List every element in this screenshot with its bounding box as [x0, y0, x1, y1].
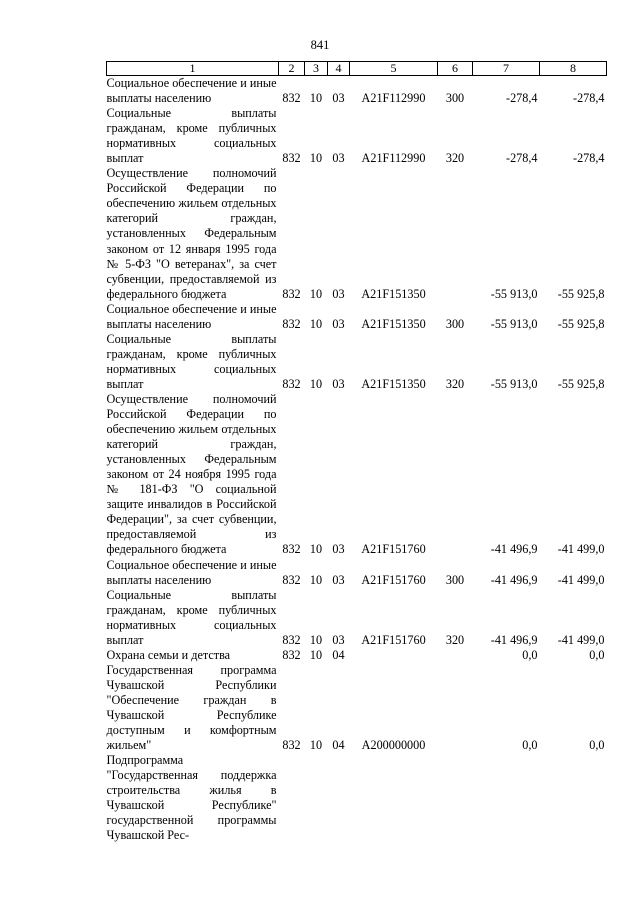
column-header: 2 — [279, 62, 305, 76]
row-description: Охрана семьи и детства — [106, 647, 231, 662]
column-header: 1 — [107, 62, 279, 76]
row-description: Социальные выплаты гражданам, кроме публичных нормативных социальных выплат — [106, 587, 277, 647]
section-code: 10 — [309, 647, 323, 662]
subsection-code: 03 — [332, 572, 345, 587]
table-row — [107, 302, 607, 332]
subsection-code: 03 — [332, 632, 345, 647]
expense-type-code — [438, 648, 473, 663]
target-article-code: A21F151760 — [361, 632, 426, 647]
subsection-code: 03 — [332, 286, 345, 301]
section-code: 10 — [309, 632, 323, 647]
table-header-row — [107, 62, 607, 76]
table-row — [107, 753, 607, 843]
table-row — [107, 558, 607, 588]
table-row — [107, 166, 607, 301]
table-row — [107, 663, 607, 753]
amount-year-1: -55 913,0 — [490, 316, 538, 331]
amount-year-2: 0,0 — [589, 647, 605, 662]
target-article-code: A200000000 — [361, 738, 426, 753]
ministry-code: 832 — [282, 316, 301, 331]
amount-year-2: -41 499,0 — [557, 572, 605, 587]
expense-type-code: 300 — [445, 316, 465, 331]
expense-type-code: 320 — [445, 376, 465, 391]
amount-year-1 — [473, 753, 540, 843]
target-article-code: A21F151760 — [361, 542, 426, 557]
row-description: Государственная программа Чувашской Республики "Обеспечение граждан в Чувашской Республике доступным и комфортным жильем" — [106, 662, 277, 753]
ministry-code: 832 — [282, 91, 301, 106]
ministry-code: 832 — [282, 286, 301, 301]
column-header: 4 — [328, 62, 350, 76]
section-code: 10 — [309, 542, 323, 557]
amount-year-1: 0,0 — [522, 647, 538, 662]
expense-type-code — [438, 392, 473, 558]
subsection-code: 03 — [332, 542, 345, 557]
amount-year-1: -278,4 — [506, 91, 538, 106]
row-description: Подпрограмма "Государственная поддержка строительства жилья в Чувашской Республике" государственной программы Чувашской Рес- — [106, 753, 277, 843]
amount-year-1: -278,4 — [506, 151, 538, 166]
row-description: Социальное обеспечение и иные выплаты населению — [106, 557, 277, 587]
expense-type-code: 300 — [445, 91, 465, 106]
column-header: 8 — [540, 62, 607, 76]
expense-type-code: 300 — [445, 572, 465, 587]
ministry-code: 832 — [282, 376, 301, 391]
budget-table — [106, 61, 607, 843]
amount-year-1: -41 496,9 — [490, 542, 538, 557]
subsection-code: 04 — [332, 738, 345, 753]
row-description: Осуществление полномочий Российской Федерации по обеспечению жильем отдельных категорий граждан, установленных Федеральным законом от 12 января 1995 года № 5-ФЗ "О ветеранах", за счет субвенции, предоставляемой из федерального бюджета — [106, 166, 277, 301]
target-article-code — [350, 648, 438, 663]
amount-year-1: -41 496,9 — [490, 572, 538, 587]
row-description: Социальное обеспечение и иные выплаты населению — [106, 76, 277, 106]
section-code: 10 — [309, 572, 323, 587]
section-code — [305, 753, 328, 843]
subsection-code: 04 — [332, 647, 345, 662]
section-code: 10 — [309, 376, 323, 391]
amount-year-2: -278,4 — [573, 91, 605, 106]
column-header: 5 — [350, 62, 438, 76]
table-row — [107, 76, 607, 107]
expense-type-code — [438, 166, 473, 301]
expense-type-code — [438, 753, 473, 843]
section-code: 10 — [309, 151, 323, 166]
table-body — [107, 76, 607, 844]
amount-year-1: -41 496,9 — [490, 632, 538, 647]
section-code: 10 — [309, 316, 323, 331]
table-row — [107, 588, 607, 648]
amount-year-2: -41 499,0 — [557, 632, 605, 647]
target-article-code: A21F151350 — [361, 376, 426, 391]
target-article-code: A21F151350 — [361, 286, 426, 301]
ministry-code: 832 — [282, 738, 301, 753]
table-row — [107, 392, 607, 558]
ministry-code: 832 — [282, 151, 301, 166]
expense-type-code — [438, 663, 473, 753]
ministry-code: 832 — [282, 632, 301, 647]
amount-year-1: -55 913,0 — [490, 376, 538, 391]
ministry-code: 832 — [282, 572, 301, 587]
row-description: Социальные выплаты гражданам, кроме публичных нормативных социальных выплат — [106, 106, 277, 166]
subsection-code: 03 — [332, 376, 345, 391]
amount-year-2: -55 925,8 — [557, 316, 605, 331]
table-row — [107, 332, 607, 392]
subsection-code: 03 — [332, 91, 345, 106]
table-row — [107, 106, 607, 166]
amount-year-2: -55 925,8 — [557, 376, 605, 391]
page-number: 841 — [310, 38, 330, 52]
column-header: 3 — [305, 62, 328, 76]
amount-year-1: -55 913,0 — [490, 286, 538, 301]
subsection-code: 03 — [332, 316, 345, 331]
table-row — [107, 648, 607, 663]
target-article-code: A21F112990 — [361, 151, 426, 166]
amount-year-2: 0,0 — [589, 738, 605, 753]
subsection-code — [328, 753, 350, 843]
expense-type-code: 320 — [445, 151, 465, 166]
section-code: 10 — [309, 738, 323, 753]
target-article-code — [350, 753, 438, 843]
column-header: 7 — [473, 62, 540, 76]
amount-year-2: -55 925,8 — [557, 286, 605, 301]
target-article-code: A21F112990 — [361, 91, 426, 106]
row-description: Социальные выплаты гражданам, кроме публичных нормативных социальных выплат — [106, 331, 277, 391]
amount-year-2 — [540, 753, 607, 843]
ministry-code: 832 — [282, 647, 301, 662]
amount-year-2: -41 499,0 — [557, 542, 605, 557]
amount-year-1: 0,0 — [522, 738, 538, 753]
target-article-code: A21F151760 — [361, 572, 426, 587]
target-article-code: A21F151350 — [361, 316, 426, 331]
column-header: 6 — [438, 62, 473, 76]
expense-type-code: 320 — [445, 632, 465, 647]
section-code: 10 — [309, 91, 323, 106]
section-code: 10 — [309, 286, 323, 301]
row-description: Осуществление полномочий Российской Федерации по обеспечению жильем отдельных категорий граждан, установленных Федеральным законом от 24 ноября 1995 года № 181-ФЗ "О социальной защите инвалидов в Российской Федерации", за счет субвенции, предоставляемой из федерального бюджета — [106, 391, 277, 557]
subsection-code: 03 — [332, 151, 345, 166]
ministry-code — [279, 753, 305, 843]
amount-year-2: -278,4 — [573, 151, 605, 166]
ministry-code: 832 — [282, 542, 301, 557]
row-description: Социальное обеспечение и иные выплаты населению — [106, 301, 277, 331]
